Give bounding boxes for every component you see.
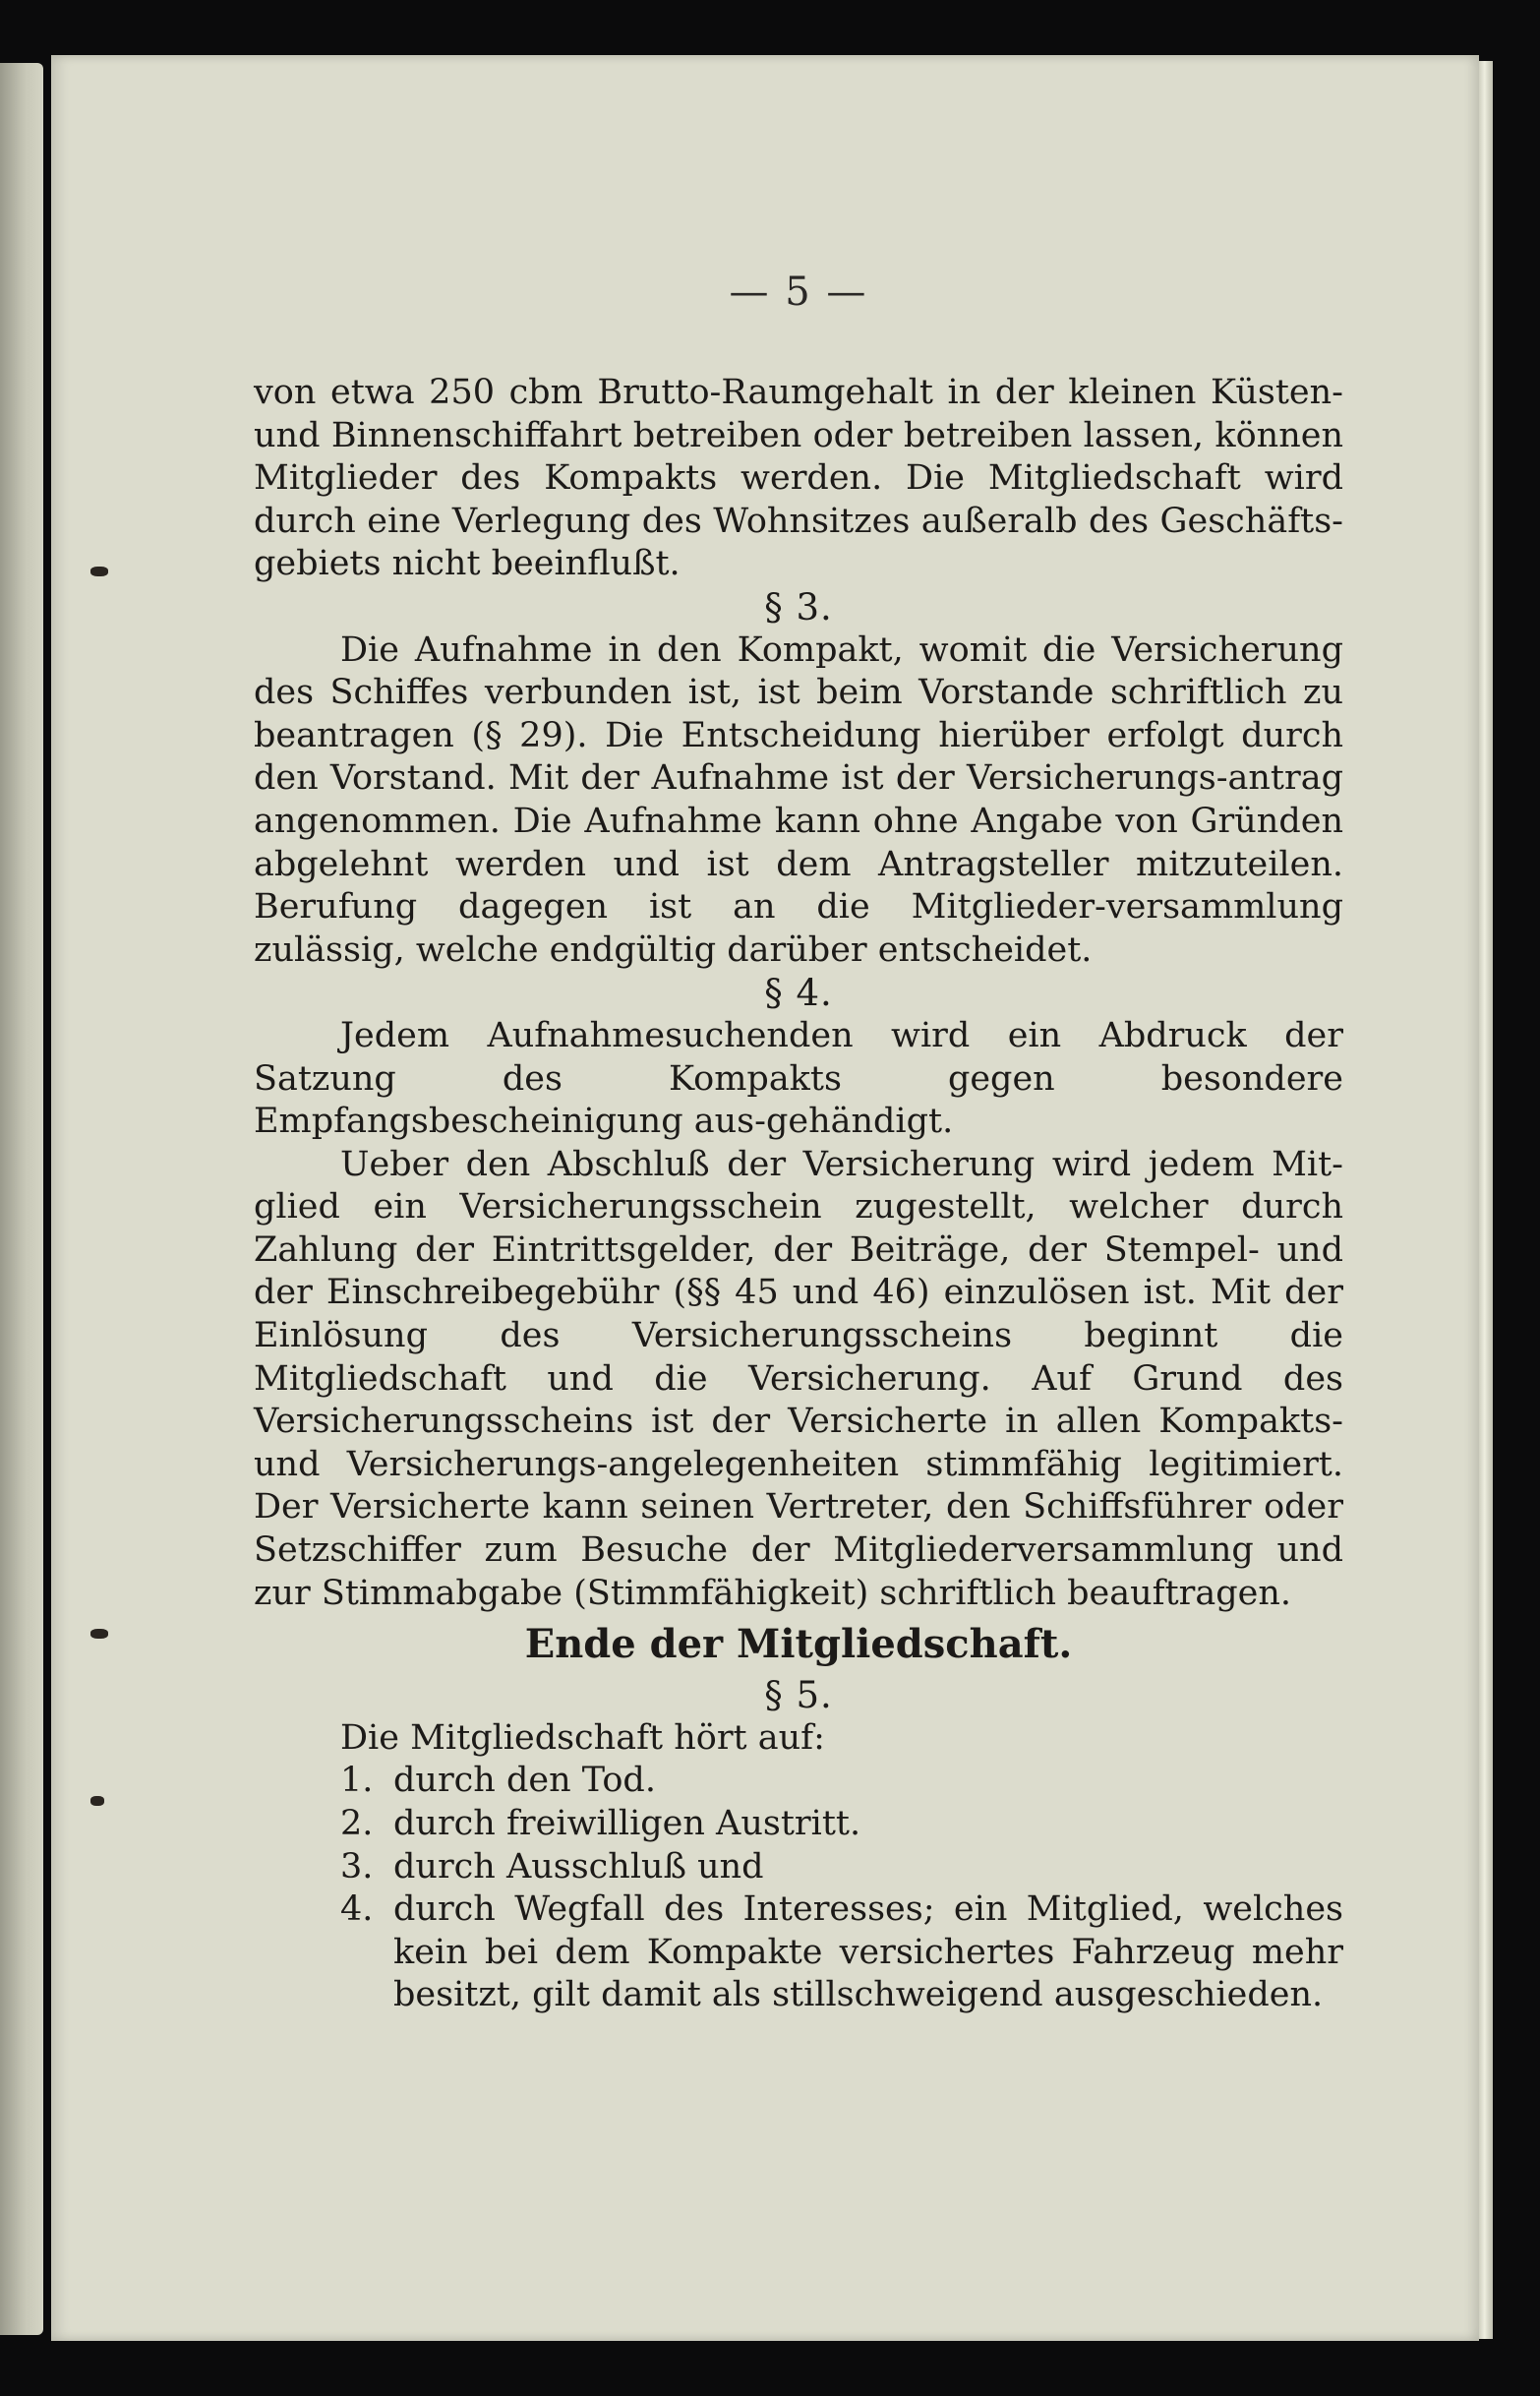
page-number: — 5 — (729, 270, 868, 315)
section-heading-4: § 4. (764, 972, 833, 1015)
termination-list (254, 1760, 1343, 2017)
list-item-text: durch freiwilligen Austritt. (393, 1804, 861, 1843)
section-4-paragraph-2: Ueber den Abschluß der Versicherung wird jedem Mit-glied ein Versicherungsschein zugestellt, welcher durch Zahlung der Eintrittsgelder, der Beiträge, der Stempel- und der Einschreibegebühr (§§ 45 und 46) einzulösen ist. Mit der Einlösung des Versicherungsscheins beginnt die Mitgliedschaft und die Versicherung. Auf Grund des Versicherungsscheins ist der Versicherte in allen Kompakts- und Versicherungs-angelegenheiten stimmfähig legitimiert. Der Versicherte kann seinen Vertreter, den Schiffsführer oder Setzschiffer zum Besuche der Mitgliederversammlung und zur Stimmabgabe (Stimmfähigkeit) schriftlich beauftragen. (254, 1144, 1343, 1613)
page-fore-edge (1479, 61, 1493, 2339)
list-item-text: durch Wegfall des Interesses; ein Mitglied, welches kein bei dem Kompakte versichertes Fahrzeug mehr besitzt, gilt damit als stillschweigend ausgeschieden. (393, 1889, 1343, 2015)
document-page (51, 55, 1479, 2341)
list-item (254, 1888, 1343, 2017)
facing-page-edge (0, 63, 43, 2335)
intro-paragraph: von etwa 250 cbm Brutto-Raumgehalt in der kleinen Küsten- und Binnenschiffahrt betreiben oder betreiben lassen, können Mitglieder des Kompakts werden. Die Mitgliedschaft wird durch eine Verlegung des Wohnsitzes außeralb des Geschäfts-gebiets nicht beeinflußt. (254, 373, 1343, 584)
section-heading-3: § 3. (764, 585, 833, 629)
chapter-heading: Ende der Mitgliedschaft. (524, 1621, 1073, 1668)
list-item-number: 3. (340, 1846, 374, 1887)
list-item-number: 2. (340, 1804, 374, 1843)
section-5-intro: Die Mitgliedschaft hört auf: (340, 1717, 825, 1758)
list-item-number: 4. (340, 1889, 374, 1930)
list-item-text: durch den Tod. (393, 1761, 656, 1801)
body-text (254, 372, 1343, 2017)
section-heading-5: § 5. (764, 1674, 833, 1717)
margin-mark (90, 1796, 104, 1806)
margin-mark (90, 1629, 108, 1639)
list-item-number: 1. (340, 1761, 374, 1801)
list-item (254, 1803, 1343, 1846)
margin-mark (90, 567, 108, 576)
section-3-paragraph: Die Aufnahme in den Kompakt, womit die Versicherung des Schiffes verbunden ist, ist beim Vorstande schriftlich zu beantragen (§ 29). Die Entscheidung hierüber erfolgt durch den Vorstand. Mit der Aufnahme ist der Versicherungs-antrag angenommen. Die Aufnahme kann ohne Angabe von Gründen abgelehnt werden und ist dem Antragsteller mitzuteilen. Berufung dagegen ist an die Mitglieder-versammlung zulässig, welche endgültig darüber entscheidet. (254, 629, 1343, 970)
list-item (254, 1760, 1343, 1803)
section-4-paragraph-1: Jedem Aufnahmesuchenden wird ein Abdruck der Satzung des Kompakts gegen besondere Empfangsbescheinigung aus-gehändigt. (254, 1015, 1343, 1142)
list-item-text: durch Ausschluß und (393, 1846, 764, 1887)
list-item (254, 1846, 1343, 1889)
